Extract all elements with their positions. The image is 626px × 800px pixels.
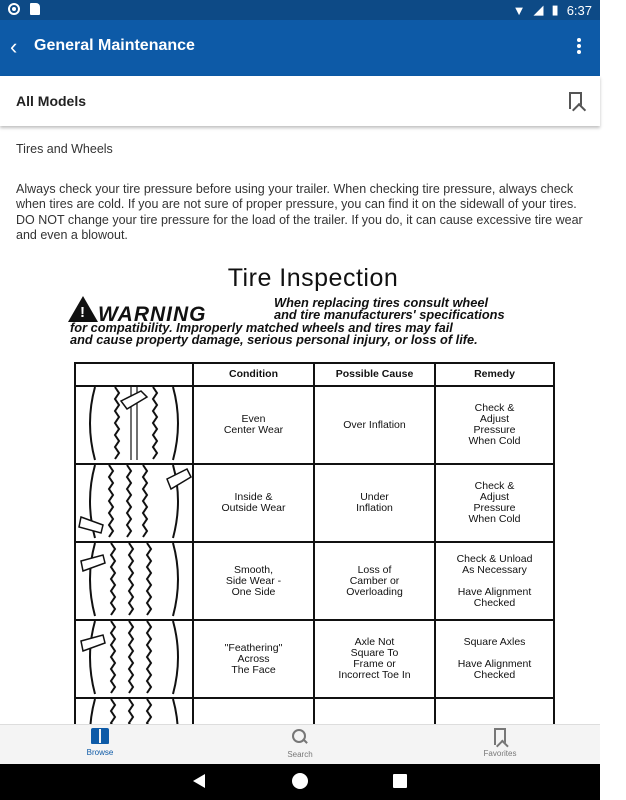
inspection-title: Tire Inspection xyxy=(227,264,399,292)
table-row xyxy=(75,386,554,464)
table-header-remedy: Remedy xyxy=(435,363,554,386)
condition-cell: Inside & Outside Wear xyxy=(193,464,314,542)
table-row xyxy=(75,464,554,542)
status-bar xyxy=(0,0,600,20)
content-area[interactable] xyxy=(0,126,600,724)
warning-word: WARNING xyxy=(98,303,207,326)
app-bar xyxy=(0,20,600,76)
system-navigation-bar xyxy=(0,764,600,800)
tire-inspection-table xyxy=(74,362,555,777)
body-paragraph: Always check your tire pressure before using your trailer. When checking tire pressure, always check when tires are cold. If you are not sure of proper pressure, you can find it on the sidewall of your tires. DO NOT change your tire pressure for the load of the trailer. If you do, it can cause excessive tire wear and even a blowout. xyxy=(16,182,583,242)
condition-cell: "Feathering" Across The Face xyxy=(193,620,314,698)
section-title: Tires and Wheels xyxy=(16,142,113,156)
remedy-cell: Check & Adjust Pressure When Cold xyxy=(435,386,554,464)
condition-cell: Even Center Wear xyxy=(193,386,314,464)
remedy-cell: Square Axles Have Alignment Checked xyxy=(435,620,554,698)
table-header-image xyxy=(75,363,193,386)
warning-line-2: and tire manufacturers' specifications xyxy=(274,307,505,323)
tire-illustration xyxy=(75,386,193,464)
table-row xyxy=(75,542,554,620)
clock: 6:37 xyxy=(566,2,592,18)
wifi-icon: ▼ xyxy=(512,2,526,18)
battery-icon: ▮ xyxy=(551,2,559,17)
system-recents-icon[interactable] xyxy=(393,774,407,788)
signal-icon: ◢ xyxy=(533,2,544,17)
page-title: General Maintenance xyxy=(34,37,195,54)
remedy-cell: Check & Adjust Pressure When Cold xyxy=(435,464,554,542)
condition-cell: Smooth, Side Wear - One Side xyxy=(193,542,314,620)
cause-cell: Loss of Camber or Overloading xyxy=(314,542,435,620)
system-home-icon[interactable] xyxy=(292,773,308,789)
nav-browse-label: Browse xyxy=(86,748,114,757)
nav-search[interactable] xyxy=(260,728,340,759)
overflow-menu-icon[interactable] xyxy=(576,38,582,58)
search-icon xyxy=(291,728,309,746)
sd-card-icon xyxy=(30,3,40,15)
warning-line-3: for compatibility. Improperly matched wheels and tires may fail xyxy=(70,319,453,335)
nav-favorites-label: Favorites xyxy=(483,749,517,758)
table-row xyxy=(75,620,554,698)
warning-line-4: and cause property damage, serious personal injury, or loss of life. xyxy=(70,332,478,348)
cause-cell: Under Inflation xyxy=(314,464,435,542)
warning-line-1: When replacing tires consult wheel xyxy=(274,295,489,310)
system-back-icon[interactable] xyxy=(193,774,205,788)
bookmark-icon xyxy=(494,728,506,745)
tire-illustration xyxy=(75,542,193,620)
nav-favorites[interactable] xyxy=(460,728,540,758)
book-icon xyxy=(91,728,109,744)
back-arrow-icon[interactable]: ‹ xyxy=(10,34,18,59)
tire-illustration xyxy=(75,464,193,542)
models-label: All Models xyxy=(16,93,87,109)
warning-text xyxy=(70,297,590,347)
models-header xyxy=(0,76,600,126)
tire-illustration xyxy=(75,620,193,698)
table-header-condition: Condition xyxy=(193,363,314,386)
bottom-navigation xyxy=(0,724,600,764)
remedy-cell: Check & Unload As Necessary Have Alignment Checked xyxy=(435,542,554,620)
cause-cell: Over Inflation xyxy=(314,386,435,464)
cause-cell: Axle Not Square To Frame or Incorrect Toe In xyxy=(314,620,435,698)
nav-search-label: Search xyxy=(287,750,313,759)
notification-icon xyxy=(8,3,20,15)
table-header-cause: Possible Cause xyxy=(314,363,435,386)
bookmark-icon[interactable] xyxy=(569,92,582,109)
nav-browse[interactable] xyxy=(60,728,140,757)
